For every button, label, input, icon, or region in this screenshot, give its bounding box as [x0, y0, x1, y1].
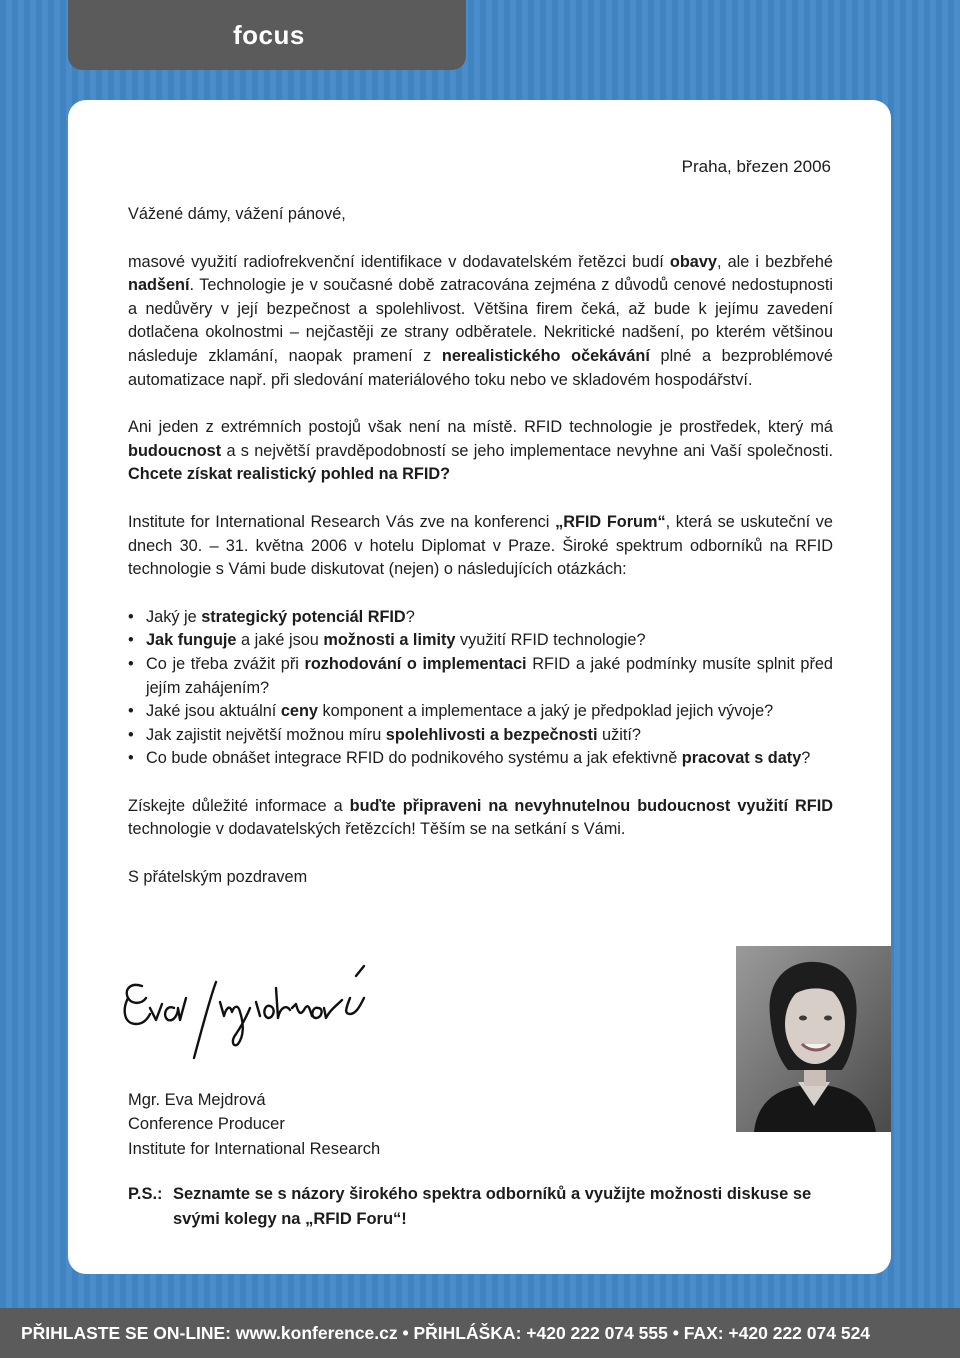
question-list: [128, 606, 833, 771]
list-item: • Co je třeba zvážit při rozhodování o implementaci RFID a jaké podmínky musíte splnit před jejím zahájením?: [128, 653, 833, 700]
list-item: • Jaký je strategický potenciál RFID?: [128, 606, 833, 630]
signer-organization: Institute for International Research: [128, 1139, 381, 1158]
signer-name: Mgr. Eva Mejdrová: [128, 1091, 266, 1109]
letter-card: [68, 100, 891, 1274]
paragraph-call-to-action: Získejte důležité informace a buďte připraveni na nevyhnutelnou budoucnost využití RFID technologie v dodavatelských řetězcích! Těším se na setkání s Vámi.: [128, 796, 833, 839]
postscript-label: P.S.:: [128, 1185, 163, 1203]
closing: S přátelským pozdravem: [128, 868, 308, 887]
producer-photo: [736, 946, 891, 1132]
list-item: • Co bude obnášet integrace RFID do podnikového systému a jak efektivně pracovat s daty?: [128, 747, 833, 771]
header-tab-label: focus: [233, 20, 305, 50]
letter-date: Praha, březen 2006: [681, 157, 831, 176]
postscript: [128, 1182, 833, 1232]
paragraph-position: Ani jeden z extrémních postojů však není na místě. RFID technologie je prostředek, který má budoucnost a s největší pravděpodobností se jeho implementace nevyhne ani Vaší společnosti. Chcete získat realistický pohled na RFID?: [128, 418, 833, 484]
list-item: • Jak funguje a jaké jsou možnosti a limity využití RFID technologie?: [128, 629, 833, 653]
signer-role: Conference Producer: [128, 1115, 285, 1134]
signer-block: [128, 1088, 380, 1161]
letter-body: [128, 203, 833, 890]
salutation: Vážené dámy, vážení pánové,: [128, 205, 346, 223]
paragraph-intro: masové využití radiofrekvenční identifikace v dodavatelském řetězci budí obavy, ale i bezbřehé nadšení. Technologie je v současné době zatracována zejména z důvodů cenové nedostupnosti a nedůvěry v její bezpečnost a spolehlivost. Většina firem čeká, až bude k jejímu zavedení dotlačena okolnostmi – nejčastěji ze strany odběratele. Nekritické nadšení, po kterém většinou následuje zklamání, naopak pramení z nerealistického očekávání plné a bezproblémové automatizace např. při sledování materiálového toku nebo ve skladovém hospodářství.: [128, 252, 833, 389]
postscript-text: Seznamte se s názory širokého spektra odborníků a využijte možnosti diskuse se svými kolegy na „RFID Foru“!: [173, 1185, 812, 1228]
header-tab: [68, 0, 466, 70]
list-item: • Jak zajistit největší možnou míru spolehlivosti a bezpečnosti užití?: [128, 724, 833, 748]
paragraph-invitation: Institute for International Research Vás zve na konferenci „RFID Forum“, která se uskuteční ve dnech 30. – 31. května 2006 v hotelu Diplomat v Praze. Široké spektrum odborníků na RFID technologie s Vámi bude diskutovat (nejen) o následujících otázkách:: [128, 512, 833, 579]
footer-bar: [0, 1308, 960, 1358]
footer-contact-text: PŘIHLASTE SE ON-LINE: www.konference.cz • PŘIHLÁŠKA: +420 222 074 555 • FAX: +420 222 074 524: [21, 1323, 871, 1343]
list-item: • Jaké jsou aktuální ceny komponent a implementace a jaký je předpoklad jejich vývoje?: [128, 700, 833, 724]
handwritten-signature: [120, 958, 390, 1068]
